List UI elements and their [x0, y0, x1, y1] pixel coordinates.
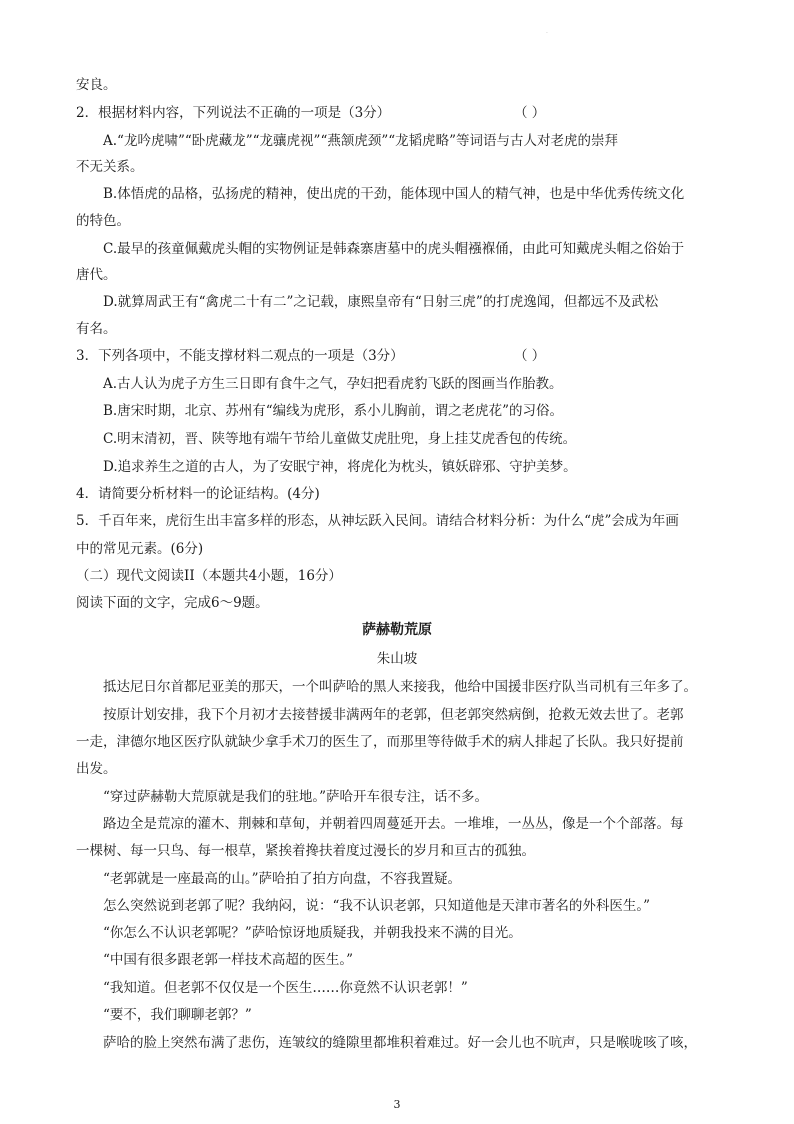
scan-mark: · [546, 30, 548, 37]
text-line [0, 132, 794, 150]
page-number: 3 [393, 1098, 401, 1111]
line-text: 5．千百年来，虎衍生出丰富多样的形态，从神坛跃入民间。请结合材料分析：为什么“虎”会成为年画 [76, 513, 679, 529]
line-text: 2．根据材料内容，下列说法不正确的一项是（3分） [76, 105, 391, 121]
text-line [0, 158, 794, 176]
body-line: 路边全是荒凉的灌木、荆棘和草甸，并朝着四周蔓延开去。一堆堆，一丛丛，像是一个个部落。每 [103, 816, 684, 832]
line-text: D.就算周武王有“禽虎二十有二”之记载，康熙皇帝有“日射三虎”的打虎逸闻，但都远不及武松 [103, 294, 659, 310]
text-line [0, 375, 794, 393]
line-text: C.明末清初，晋、陕等地有端午节给儿童做艾虎肚兜，身上挂艾虎香包的传统。 [103, 431, 577, 447]
body-line: 抵达尼日尔首都尼亚美的那天，一个叫萨哈的黑人来接我，他给中国援非医疗队当司机有三年多了。 [103, 679, 697, 695]
line-text: （二）现代文阅读II（本题共4小题，16分） [76, 568, 342, 584]
line-text: B.唐宋时期，北京、苏州有“编线为虎形，系小儿胸前，谓之老虎花”的习俗。 [103, 403, 564, 419]
text-line [0, 212, 794, 230]
text-line [0, 347, 794, 365]
line-text: 的特色。 [76, 213, 130, 229]
line-text: 有名。 [76, 321, 117, 337]
body-line: 按原计划安排，我下个月初才去接替援非满两年的老郭，但老郭突然病倒，抢救无效去世了。老郭 [103, 707, 684, 723]
line-text: D.追求养生之道的古人，为了安眠宁神，将虎化为枕头，镇妖辟邪、守护美梦。 [103, 459, 577, 475]
text-line [0, 185, 794, 203]
text-line [0, 567, 794, 585]
body-line: 出发。 [76, 761, 117, 777]
text-line [0, 266, 794, 284]
text-line [0, 485, 794, 503]
article-author: 朱山坡 [376, 651, 418, 667]
text-line [0, 320, 794, 338]
body-line: 一走，津德尔地区医疗队就缺少拿手术刀的医生了，而那里等待做手术的病人排起了长队。我只好提前 [76, 734, 684, 750]
body-line: 一棵树、每一只鸟、每一根草，紧挨着搀扶着度过漫长的岁月和亘古的孤独。 [76, 843, 535, 859]
text-line [0, 76, 794, 94]
line-text: 3．下列各项中，不能支撑材料二观点的一项是（3分） [76, 348, 404, 364]
body-line: “我知道。但老郭不仅仅是一个医生……你竟然不认识老郭！” [103, 980, 468, 996]
answer-blank: （ ） [514, 348, 546, 364]
line-text: 不无关系。 [76, 159, 144, 175]
text-line [0, 512, 794, 530]
line-text: A.古人认为虎子方生三日即有食牛之气，孕妇把看虎豹飞跃的图画当作胎教。 [103, 376, 563, 392]
line-text: A.“龙吟虎啸”“卧虎藏龙”“龙骧虎视”“燕颔虎颈”“龙韬虎略”等词语与古人对老虎的崇拜 [103, 133, 619, 149]
article-title: 萨赫勒荒原 [362, 622, 432, 638]
body-line: “中国有很多跟老郭一样技术高超的医生。” [103, 952, 354, 968]
body-line: 怎么突然说到老郭了呢？我纳闷，说：“我不认识老郭，只知道他是天津市著名的外科医生。” [103, 898, 651, 914]
text-line [0, 594, 794, 612]
body-line: “你怎么不认识老郭呢？”萨哈惊讶地质疑我，并朝我投来不满的目光。 [103, 925, 522, 941]
answer-blank: （ ） [514, 105, 546, 121]
text-line [0, 104, 794, 122]
line-text: B.体悟虎的品格，弘扬虎的精神，使出虎的干劲，能体现中国人的精气神，也是中华优秀传统文化 [103, 186, 685, 202]
text-line [0, 458, 794, 476]
body-line: 萨哈的脸上突然布满了悲伤，连皱纹的缝隙里都堆积着难过。好一会儿也不吭声，只是喉咙咳了咳， [103, 1035, 697, 1051]
line-text: 安良。 [76, 77, 117, 93]
text-line [0, 430, 794, 448]
line-text: 阅读下面的文字，完成6～9题。 [76, 595, 269, 611]
line-text: 唐代。 [76, 267, 117, 283]
line-text: 4．请简要分析材料一的论证结构。(4分) [76, 486, 320, 502]
body-line: “穿过萨赫勒大荒原就是我们的驻地。”萨哈开车很专注，话不多。 [103, 789, 489, 805]
text-line [0, 240, 794, 258]
text-line [0, 540, 794, 558]
body-line: “要不，我们聊聊老郭？” [103, 1007, 252, 1023]
line-text: 中的常见元素。(6分) [76, 541, 204, 557]
body-line: “老郭就是一座最高的山。”萨哈拍了拍方向盘，不容我置疑。 [103, 871, 462, 887]
line-text: C.最早的孩童佩戴虎头帽的实物例证是韩森寨唐墓中的虎头帽襁褓俑，由此可知戴虎头帽之俗始于 [103, 241, 685, 257]
text-line [0, 402, 794, 420]
text-line [0, 293, 794, 311]
